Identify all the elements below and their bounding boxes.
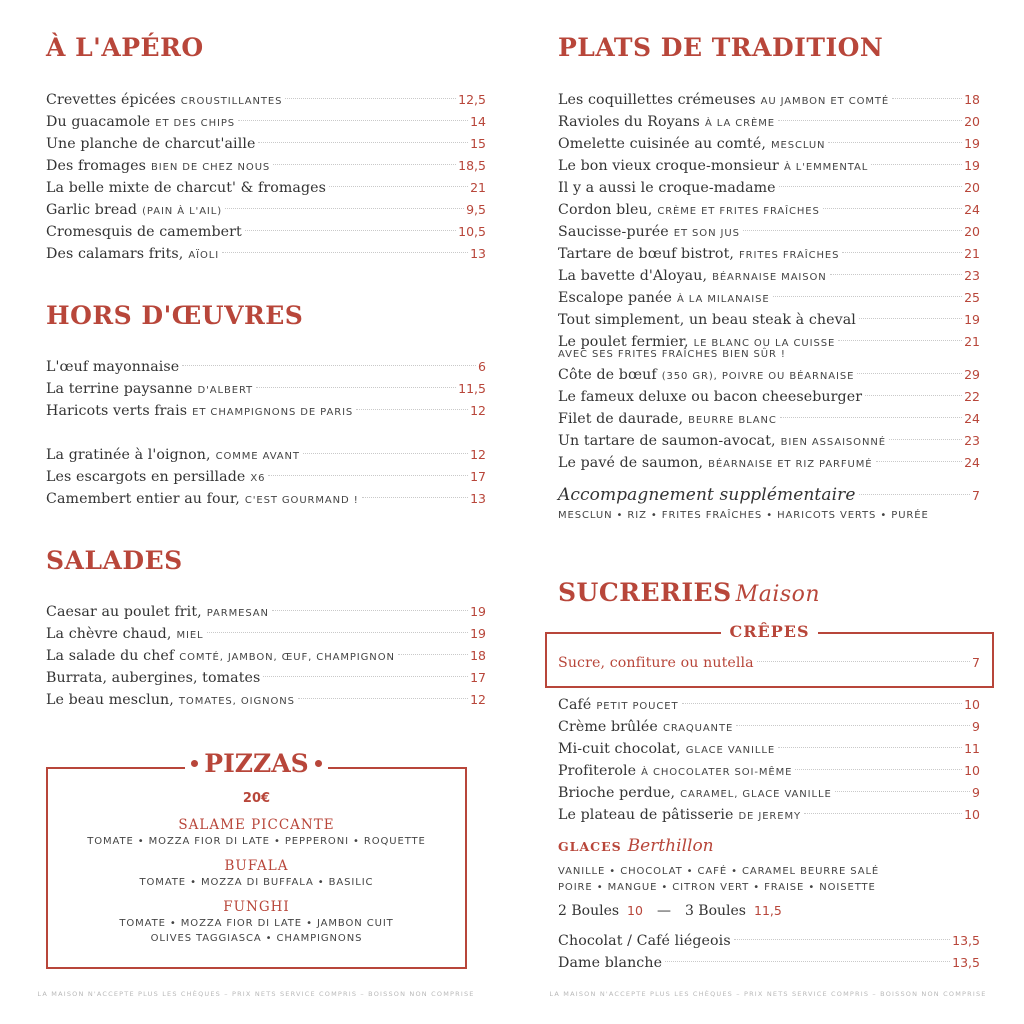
item-desc: À CHOCOLATER SOI-MÊME	[641, 767, 793, 778]
dot-leader	[273, 164, 456, 165]
item-name: Cordon bleu,	[558, 202, 653, 218]
item-desc: CROUSTILLANTES	[180, 96, 283, 107]
dot-leader	[734, 939, 950, 940]
dot-leader	[222, 252, 468, 253]
item-price: 19	[470, 604, 486, 619]
menu-item	[558, 694, 980, 716]
item-name: Le fameux deluxe ou bacon cheeseburger	[558, 389, 863, 405]
item-name: L'œuf mayonnaise	[46, 359, 180, 375]
item-name: Les coquillettes crémeuses	[558, 92, 756, 108]
menu-item	[558, 364, 980, 386]
item-desc: CARAMEL, GLACE VANILLE	[680, 789, 832, 800]
item-name: Burrata, aubergines, tomates	[46, 670, 261, 686]
item-name: Crevettes épicées	[46, 92, 176, 108]
item-name: Un tartare de saumon-avocat,	[558, 433, 776, 449]
menu-item	[558, 652, 980, 674]
dot-leader	[828, 142, 962, 143]
menu-item	[558, 952, 980, 974]
item-price: 10	[964, 697, 980, 712]
item-price: 17	[470, 469, 486, 484]
item-name: Garlic bread	[46, 202, 138, 218]
item-name: Les escargots en persillade	[46, 469, 246, 485]
item-price: 23	[964, 433, 980, 448]
item-name: Crème brûlée	[558, 719, 658, 735]
glaces-brand: Berthillon	[627, 836, 714, 856]
item-price: 19	[964, 136, 980, 151]
item-price: 9	[972, 719, 980, 734]
menu-item	[46, 221, 486, 243]
item-name: Sucre, confiture ou nutella	[558, 655, 754, 671]
two-boules-price: 10	[627, 903, 643, 918]
item-price: 11	[964, 741, 980, 756]
menu-item	[558, 265, 980, 287]
item-subline: AVEC SES FRITES FRAÎCHES BIEN SÛR !	[558, 349, 786, 360]
menu-item	[558, 243, 980, 265]
item-name: Mi-cuit chocolat,	[558, 741, 681, 757]
menu-item	[46, 444, 486, 466]
dot-leader	[865, 395, 962, 396]
bullet-dot-icon	[191, 760, 198, 767]
item-price: 19	[964, 158, 980, 173]
item-price: 21	[470, 180, 486, 195]
dot-leader	[743, 230, 962, 231]
item-price: 12	[470, 692, 486, 707]
item-name: Brioche perdue,	[558, 785, 676, 801]
dot-leader	[859, 494, 971, 495]
item-name: Dame blanche	[558, 955, 663, 971]
menu-item	[46, 356, 486, 378]
item-price: 13,5	[952, 933, 980, 948]
dot-leader	[857, 373, 962, 374]
item-price: 19	[964, 312, 980, 327]
item-desc: X6	[250, 473, 266, 484]
item-name: Omelette cuisinée au comté,	[558, 136, 766, 152]
item-name: Haricots verts frais	[46, 403, 188, 419]
item-name: Du guacamole	[46, 114, 151, 130]
item-desc: AU JAMBON ET COMTÉ	[760, 96, 890, 107]
desserts-list	[558, 694, 980, 826]
item-price: 9	[972, 785, 980, 800]
item-price: 10	[964, 807, 980, 822]
item-name: Camembert entier au four,	[46, 491, 240, 507]
section-title-sucreries	[558, 578, 820, 607]
item-desc: BIEN DE CHEZ NOUS	[151, 162, 271, 173]
dot-leader	[207, 632, 469, 633]
flavors-line-1: VANILLE • CHOCOLAT • CAFÉ • CARAMEL BEURRE SALÉ	[558, 866, 880, 877]
dot-leader	[362, 497, 468, 498]
item-desc: (PAIN À L'AIL)	[142, 206, 223, 217]
menu-item	[46, 645, 486, 667]
item-desc: CRÈME ET FRITES FRAÎCHES	[657, 206, 820, 217]
menu-item	[46, 623, 486, 645]
three-boules-price: 11,5	[754, 903, 782, 918]
menu-item	[46, 111, 486, 133]
menu-item	[558, 177, 980, 199]
menu-item	[46, 133, 486, 155]
menu-item	[46, 155, 486, 177]
sucreries-title-script: Maison	[735, 582, 821, 607]
item-price: 24	[964, 202, 980, 217]
flavors-line-2: POIRE • MANGUE • CITRON VERT • FRAISE • NOISETTE	[558, 882, 876, 893]
menu-item	[558, 930, 980, 952]
item-price: 11,5	[458, 381, 486, 396]
item-desc: GLACE VANILLE	[685, 745, 776, 756]
item-name: Café	[558, 697, 592, 713]
pizza-ingredients: TOMATE • MOZZA FIOR DI LATE • PEPPERONI • ROQUETTE	[87, 836, 426, 847]
pizza-item	[48, 817, 465, 849]
item-name: Tartare de bœuf bistrot,	[558, 246, 734, 262]
item-desc: CRAQUANTE	[662, 723, 734, 734]
dot-leader	[823, 208, 962, 209]
dot-leader	[238, 120, 468, 121]
pizza-item	[48, 858, 465, 890]
item-desc: FRITES FRAÎCHES	[738, 250, 840, 261]
dot-leader	[859, 318, 962, 319]
item-name: Côte de bœuf	[558, 367, 657, 383]
menu-item	[46, 689, 486, 711]
glaces-label: GLACES	[558, 839, 622, 854]
item-desc: C'EST GOURMAND !	[244, 495, 359, 506]
menu-item	[46, 89, 486, 111]
item-name: Le beau mesclun,	[46, 692, 174, 708]
dot-leader	[329, 186, 468, 187]
item-desc: DE JEREMY	[738, 811, 802, 822]
item-name: La belle mixte de charcut' & fromages	[46, 180, 327, 196]
item-name: Tout simplement, un beau steak à cheval	[558, 312, 856, 328]
menu-item	[558, 738, 980, 760]
coupes-list	[558, 930, 980, 974]
item-price: 24	[964, 455, 980, 470]
pizza-ingredients: TOMATE • MOZZA DI BUFFALA • BASILIC	[139, 877, 374, 888]
item-desc: MIEL	[176, 630, 204, 641]
item-desc: PARMESAN	[206, 608, 269, 619]
dot-leader	[778, 120, 962, 121]
dot-leader	[871, 164, 962, 165]
item-price: 12	[470, 403, 486, 418]
item-desc: À LA CRÈME	[704, 118, 775, 129]
item-price: 17	[470, 670, 486, 685]
item-name: Cromesquis de camembert	[46, 224, 242, 240]
dot-leader	[263, 676, 468, 677]
dot-leader	[256, 387, 456, 388]
item-desc: BEURRE BLANC	[688, 415, 777, 426]
pizza-item	[48, 899, 465, 946]
menu-item	[558, 221, 980, 243]
menu-item	[46, 378, 486, 400]
apero-list	[46, 89, 486, 265]
dot-leader	[182, 365, 476, 366]
footer-note-right: LA MAISON N'ACCEPTE PLUS LES CHÈQUES – PRIX NETS SERVICE COMPRIS – BOISSON NON COMPRISE	[549, 990, 987, 998]
dot-leader	[838, 340, 962, 341]
dot-leader	[736, 725, 970, 726]
item-price: 22	[964, 389, 980, 404]
item-price: 9,5	[466, 202, 486, 217]
section-title-apero: À L'APÉRO	[46, 33, 204, 62]
boules-pricing	[558, 903, 796, 919]
dot-leader	[757, 661, 970, 662]
menu-item	[558, 199, 980, 221]
item-name: La chèvre chaud,	[46, 626, 172, 642]
pizza-ingredients: OLIVES TAGGIASCA • CHAMPIGNONS	[150, 933, 363, 944]
dot-leader	[780, 417, 962, 418]
dot-leader	[268, 475, 468, 476]
item-price: 7	[972, 655, 980, 670]
item-desc: À L'EMMENTAL	[783, 162, 869, 173]
item-price: 18,5	[458, 158, 486, 173]
dot-leader	[804, 813, 962, 814]
item-name: Le poulet fermier,	[558, 334, 689, 350]
menu-item	[558, 111, 980, 133]
menu-item	[558, 782, 980, 804]
dot-leader	[842, 252, 962, 253]
item-desc: ET SON JUS	[673, 228, 740, 239]
item-name: Caesar au poulet frit,	[46, 604, 202, 620]
menu-item	[46, 243, 486, 265]
item-desc: ET CHAMPIGNONS DE PARIS	[192, 407, 354, 418]
item-price: 13,5	[952, 955, 980, 970]
item-name: Saucisse-purée	[558, 224, 669, 240]
crepes-box	[545, 622, 994, 688]
dot-leader	[779, 186, 962, 187]
item-name: Des calamars frits,	[46, 246, 184, 262]
item-desc: À LA MILANAISE	[676, 294, 770, 305]
accompagnement-row	[558, 484, 980, 506]
item-price: 20	[964, 224, 980, 239]
item-desc: LE BLANC OU LA CUISSE	[693, 338, 836, 349]
pizza-name: BUFALA	[224, 858, 289, 874]
item-price: 13	[470, 246, 486, 261]
dot-leader	[356, 409, 468, 410]
item-price: 21	[964, 334, 980, 349]
item-price: 24	[964, 411, 980, 426]
menu-item	[558, 89, 980, 111]
dot-leader	[225, 208, 464, 209]
item-name: Filet de daurade,	[558, 411, 684, 427]
item-name: Une planche de charcut'aille	[46, 136, 256, 152]
glaces-heading	[558, 836, 714, 856]
item-price: 23	[964, 268, 980, 283]
accompagnement-options: MESCLUN • RIZ • FRITES FRAÎCHES • HARICOTS VERTS • PURÉE	[558, 510, 929, 521]
menu-item	[558, 133, 980, 155]
item-name: Escalope panée	[558, 290, 672, 306]
dot-leader	[773, 296, 963, 297]
item-desc: BÉARNAISE ET RIZ PARFUMÉ	[708, 459, 873, 470]
boules-separator: —	[656, 903, 671, 919]
pizza-name: FUNGHI	[223, 899, 290, 915]
item-name: Le plateau de pâtisserie	[558, 807, 734, 823]
menu-item	[46, 466, 486, 488]
pizzas-price: 20€	[242, 791, 271, 806]
menu-item	[46, 199, 486, 221]
item-name: Des fromages	[46, 158, 147, 174]
salades-list	[46, 601, 486, 711]
dot-leader	[682, 703, 963, 704]
pizzas-title-text: PIZZAS	[204, 749, 309, 778]
item-name: La gratinée à l'oignon,	[46, 447, 211, 463]
section-title-hors-oeuvres: HORS D'ŒUVRES	[46, 301, 304, 330]
menu-item	[558, 155, 980, 177]
item-price: 10,5	[458, 224, 486, 239]
dot-leader	[830, 274, 962, 275]
item-price: 21	[964, 246, 980, 261]
dot-leader	[298, 698, 468, 699]
item-price: 15	[470, 136, 486, 151]
pizzas-box	[46, 749, 467, 969]
item-desc: MESCLUN	[770, 140, 826, 151]
dot-leader	[303, 453, 468, 454]
item-price: 14	[470, 114, 486, 129]
accompagnement-price: 7	[972, 488, 980, 503]
item-desc: COMTÉ, JAMBON, ŒUF, CHAMPIGNON	[179, 652, 395, 663]
menu-item	[558, 804, 980, 826]
sucreries-title-text: SUCRERIES	[558, 578, 732, 607]
crepes-title: CRÊPES	[721, 622, 817, 641]
menu-item	[46, 667, 486, 689]
dot-leader	[876, 461, 963, 462]
dot-leader	[245, 230, 456, 231]
item-price: 10	[964, 763, 980, 778]
item-desc: AÏOLI	[188, 250, 220, 261]
item-name: La terrine paysanne	[46, 381, 193, 397]
item-price: 18	[470, 648, 486, 663]
menu-item	[46, 177, 486, 199]
item-desc: (350 GR), POIVRE OU BÉARNAISE	[661, 371, 855, 382]
pizza-list	[48, 817, 465, 955]
item-price: 20	[964, 114, 980, 129]
item-desc: BIEN ASSAISONNÉ	[780, 437, 886, 448]
item-price: 19	[470, 626, 486, 641]
item-price: 29	[964, 367, 980, 382]
item-name: Il y a aussi le croque-madame	[558, 180, 776, 196]
menu-item	[558, 408, 980, 430]
dot-leader	[778, 747, 962, 748]
menu-item	[46, 400, 486, 422]
three-boules-label: 3 Boules	[684, 903, 746, 919]
item-price: 12,5	[458, 92, 486, 107]
item-desc: TOMATES, OIGNONS	[178, 696, 295, 707]
menu-item	[558, 386, 980, 408]
pizza-ingredients: TOMATE • MOZZA FIOR DI LATE • JAMBON CUIT	[119, 918, 394, 929]
item-price: 12	[470, 447, 486, 462]
item-price: 20	[964, 180, 980, 195]
menu-item	[558, 760, 980, 782]
item-desc: BÉARNAISE MAISON	[712, 272, 827, 283]
hors-oeuvres-list	[46, 356, 486, 510]
item-desc: ET DES CHIPS	[155, 118, 236, 129]
item-price: 25	[964, 290, 980, 305]
item-name: La bavette d'Aloyau,	[558, 268, 708, 284]
dot-leader	[795, 769, 962, 770]
footer-note-left: LA MAISON N'ACCEPTE PLUS LES CHÈQUES – PRIX NETS SERVICE COMPRIS – BOISSON NON COMPRISE	[37, 990, 475, 998]
dot-leader	[285, 98, 456, 99]
item-name: La salade du chef	[46, 648, 175, 664]
item-price: 13	[470, 491, 486, 506]
item-price: 6	[478, 359, 486, 374]
section-title-plats: PLATS DE TRADITION	[558, 33, 884, 62]
dot-leader	[272, 610, 468, 611]
item-desc: COMME AVANT	[215, 451, 300, 462]
item-price: 18	[964, 92, 980, 107]
pizza-name: SALAME PICCANTE	[178, 817, 335, 833]
item-name: Ravioles du Royans	[558, 114, 700, 130]
section-title-pizzas	[185, 749, 327, 778]
plats-list	[558, 89, 980, 521]
dot-leader	[892, 98, 962, 99]
menu-item	[46, 601, 486, 623]
section-title-salades: SALADES	[46, 546, 183, 575]
menu-item	[558, 716, 980, 738]
menu-item	[46, 488, 486, 510]
menu-item	[558, 287, 980, 309]
item-name: Profiterole	[558, 763, 637, 779]
item-desc: D'ALBERT	[197, 385, 254, 396]
accompagnement-label: Accompagnement supplémentaire	[558, 485, 856, 505]
item-desc: PETIT POUCET	[596, 701, 679, 712]
bullet-dot-icon	[315, 760, 322, 767]
menu-item	[558, 430, 980, 452]
item-name: Chocolat / Café liégeois	[558, 933, 731, 949]
dot-leader	[398, 654, 468, 655]
glaces-flavors	[558, 864, 879, 896]
dot-leader	[665, 961, 950, 962]
dot-leader	[889, 439, 962, 440]
menu-item	[558, 309, 980, 331]
dot-leader	[835, 791, 970, 792]
dot-leader	[258, 142, 468, 143]
item-name: Le pavé de saumon,	[558, 455, 704, 471]
spacer	[46, 422, 486, 444]
item-name: Le bon vieux croque-monsieur	[558, 158, 779, 174]
two-boules-label: 2 Boules	[558, 903, 620, 919]
menu-item	[558, 452, 980, 474]
